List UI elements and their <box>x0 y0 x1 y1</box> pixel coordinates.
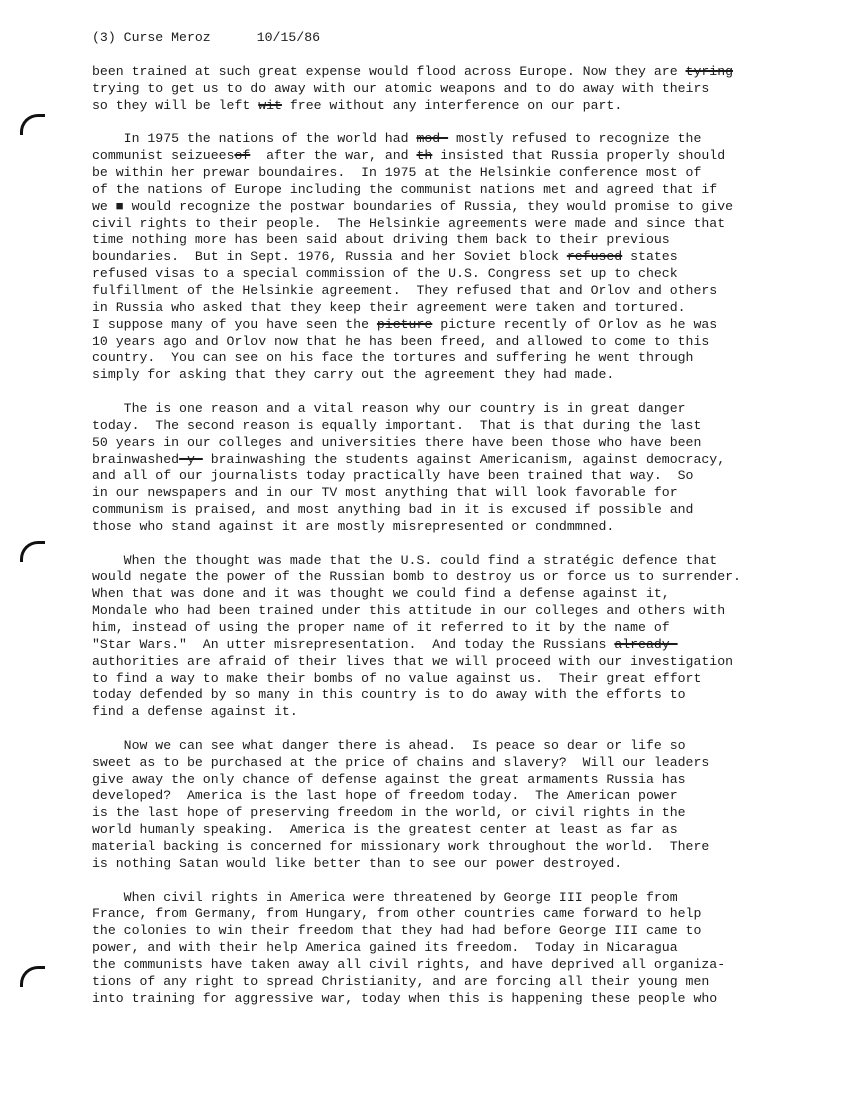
text-line <box>92 553 832 570</box>
text-segment: would negate the power of the Russian bomb to destroy us or force us to surrender. <box>92 569 741 585</box>
text-segment: we <box>92 198 116 214</box>
text-segment: brainwashed <box>92 451 180 467</box>
text-line <box>92 266 832 283</box>
text-segment: free without any interference on our part. <box>281 97 623 113</box>
text-segment: mostly refused to recognize the <box>448 131 702 147</box>
text-line <box>92 165 832 182</box>
text-segment: refused visas to a special commission of the U.S. Congress set up to check <box>92 266 678 282</box>
text-line <box>92 502 832 519</box>
text-segment: fulfillment of the Helsinkie agreement. They refused that and Orlov and others <box>92 283 718 299</box>
text-segment: material backing is concerned for missionary work throughout the world. There <box>92 839 710 854</box>
text-line <box>92 839 832 856</box>
text-segment: communist seizue <box>92 148 219 164</box>
text-segment: the colonies to win their freedom that they had had before George III came to <box>92 923 702 939</box>
text-line <box>92 991 832 1008</box>
text-segment: The is one reason and a vital reason why our country is in great danger <box>92 400 686 416</box>
paragraph <box>92 64 832 115</box>
text-segment: tions of any right to spread Christianity, and are forcing all their young men <box>92 973 710 989</box>
text-segment: and all of our journalists today practically have been trained that way. So <box>92 468 694 484</box>
text-segment: in Russia who asked that they keep their agreement were taken and tortured. <box>92 299 686 315</box>
text-segment: In 1975 the nations of the world had <box>92 131 417 147</box>
text-segment: been trained at such great expense would flood across Europe. Now they are <box>92 64 686 79</box>
text-segment: to find a way to make their bombs of no value against us. Their great effort <box>92 670 702 686</box>
text-segment: "Star Wars." An utter misrepresentation. And today the Russians <box>92 636 615 652</box>
text-line <box>92 856 832 873</box>
text-line <box>92 788 832 805</box>
text-segment: of the nations of Europe including the communist nations met and agreed that if <box>92 181 718 197</box>
text-segment: after the war, and <box>250 148 417 164</box>
punch-hole-mark <box>20 541 45 562</box>
text-line <box>92 232 832 249</box>
text-line <box>92 772 832 789</box>
text-segment: states <box>622 249 678 265</box>
text-line <box>92 334 832 351</box>
text-segment: world humanly speaking. America is the greatest center at least as far as <box>92 822 678 838</box>
text-segment: power, and with their help America gained its freedom. Today in Nicaragua <box>92 940 678 956</box>
text-line <box>92 350 832 367</box>
text-line <box>92 620 832 637</box>
header-date: 10/15/86 <box>256 30 321 45</box>
text-line <box>92 738 832 755</box>
punch-hole-mark <box>20 114 45 135</box>
text-line <box>92 906 832 923</box>
struck-text: already- <box>614 636 678 652</box>
text-line <box>92 216 832 233</box>
text-segment: 10 years ago and Orlov now that he has been freed, and allowed to come to this <box>92 333 710 349</box>
text-line <box>92 603 832 620</box>
text-line <box>92 401 832 418</box>
struck-text: wit <box>258 97 282 113</box>
text-line <box>92 199 832 216</box>
text-segment: be within her prewar boundaires. In 1975 at the Helsinkie conference most of <box>92 165 702 181</box>
text-line <box>92 367 832 384</box>
text-segment: When that was done and it was thought we could find a defense against it, <box>92 586 670 602</box>
text-segment: so they will be left <box>92 97 259 113</box>
document-body <box>92 64 832 1024</box>
text-segment: simply for asking that they carry out the agreement they had made. <box>92 367 615 383</box>
text-segment: communism is praised, and most anything bad in it is excused if possible and <box>92 502 694 518</box>
paragraph <box>92 553 832 721</box>
text-line <box>92 485 832 502</box>
text-line <box>92 569 832 586</box>
text-line <box>92 182 832 199</box>
text-segment: those who stand against it are mostly misrepresented or condmmned. <box>92 518 615 534</box>
text-segment: France, from Germany, from Hungary, from other countries came forward to help <box>92 906 702 922</box>
text-segment: es <box>218 148 235 164</box>
text-segment: find a defense against it. <box>92 704 298 720</box>
paragraph <box>92 131 832 384</box>
text-line <box>92 317 832 334</box>
text-line <box>92 519 832 536</box>
text-line <box>92 283 832 300</box>
text-line <box>92 671 832 688</box>
text-segment: Now we can see what danger there is ahead. Is peace so dear or life so <box>92 737 686 753</box>
text-segment: today. The second reason is equally important. That is that during the last <box>92 417 702 433</box>
text-line <box>92 890 832 907</box>
text-line <box>92 822 832 839</box>
header-title: (3) Curse Meroz <box>92 30 211 45</box>
text-line <box>92 957 832 974</box>
text-line <box>92 974 832 991</box>
text-line <box>92 300 832 317</box>
text-segment: boundaries. But in Sept. 1976, Russia and her Soviet block <box>92 249 567 265</box>
struck-text: refused <box>566 249 623 265</box>
text-segment: authorities are afraid of their lives that we will proceed with our investigation <box>92 653 734 669</box>
text-line <box>92 654 832 671</box>
struck-text: tyring <box>685 64 734 79</box>
text-line <box>92 131 832 148</box>
text-segment: insisted that Russia properly should <box>432 148 726 164</box>
paragraph <box>92 401 832 536</box>
struck-text: mod- <box>416 131 449 147</box>
text-line <box>92 805 832 822</box>
text-line <box>92 249 832 266</box>
paragraph <box>92 738 832 873</box>
text-line <box>92 923 832 940</box>
text-segment: give away the only chance of defense against the great armaments Russia has <box>92 771 686 787</box>
page-header <box>92 30 320 45</box>
text-line <box>92 637 832 654</box>
text-segment: Mondale who had been trained under this attitude in our colleges and others with <box>92 603 726 619</box>
text-segment: When the thought was made that the U.S. could find a stratégic defence that <box>92 552 718 568</box>
struck-text: of <box>234 148 251 164</box>
text-segment: country. You can see on his face the tortures and suffering he went through <box>92 350 694 366</box>
text-segment: picture recently of Orlov as he was <box>432 316 718 332</box>
text-line <box>92 586 832 603</box>
text-segment: 50 years in our colleges and universities there have been those who have been <box>92 434 702 450</box>
paragraph <box>92 890 832 1008</box>
text-segment: civil rights to their people. The Helsinkie agreements were made and since that <box>92 215 726 231</box>
text-segment: in our newspapers and in our TV most anything that will look favorable for <box>92 485 678 501</box>
text-line <box>92 704 832 721</box>
text-line <box>92 98 832 115</box>
text-segment: sweet as to be purchased at the price of chains and slavery? Will our leaders <box>92 754 710 770</box>
struck-text: th <box>416 148 433 164</box>
text-segment: developed? America is the last hope of freedom today. The American power <box>92 788 678 804</box>
text-segment: him, instead of using the proper name of it referred to it by the name of <box>92 619 670 635</box>
text-segment: When civil rights in America were threatened by George III people from <box>92 889 678 905</box>
text-segment: is the last hope of preserving freedom in the world, or civil rights in the <box>92 805 686 821</box>
text-line <box>92 64 832 81</box>
text-line <box>92 435 832 452</box>
text-segment: today defended by so many in this country is to do away with the efforts to <box>92 687 686 703</box>
text-segment: is nothing Satan would like better than to see our power destroyed. <box>92 855 623 871</box>
text-line <box>92 755 832 772</box>
text-segment: ■ <box>115 198 124 214</box>
text-line <box>92 452 832 469</box>
text-segment: time nothing more has been said about driving them back to their previous <box>92 232 670 248</box>
text-line <box>92 468 832 485</box>
text-segment: trying to get us to do away with our atomic weapons and to do away with theirs <box>92 80 710 96</box>
text-line <box>92 687 832 704</box>
struck-text: picture <box>376 316 433 332</box>
text-line <box>92 418 832 435</box>
text-line <box>92 940 832 957</box>
text-line <box>92 81 832 98</box>
punch-hole-mark <box>20 966 45 987</box>
struck-text: -y- <box>179 451 203 467</box>
text-line <box>92 148 832 165</box>
text-segment: the communists have taken away all civil rights, and have deprived all organiza- <box>92 956 726 972</box>
text-segment: into training for aggressive war, today when this is happening these people who <box>92 990 718 1006</box>
text-segment: brainwashing the students against Americanism, against democracy, <box>202 451 726 467</box>
text-segment: I suppose many of you have seen the <box>92 316 377 332</box>
text-segment: would recognize the postwar boundaries of Russia, they would promise to give <box>123 198 734 214</box>
